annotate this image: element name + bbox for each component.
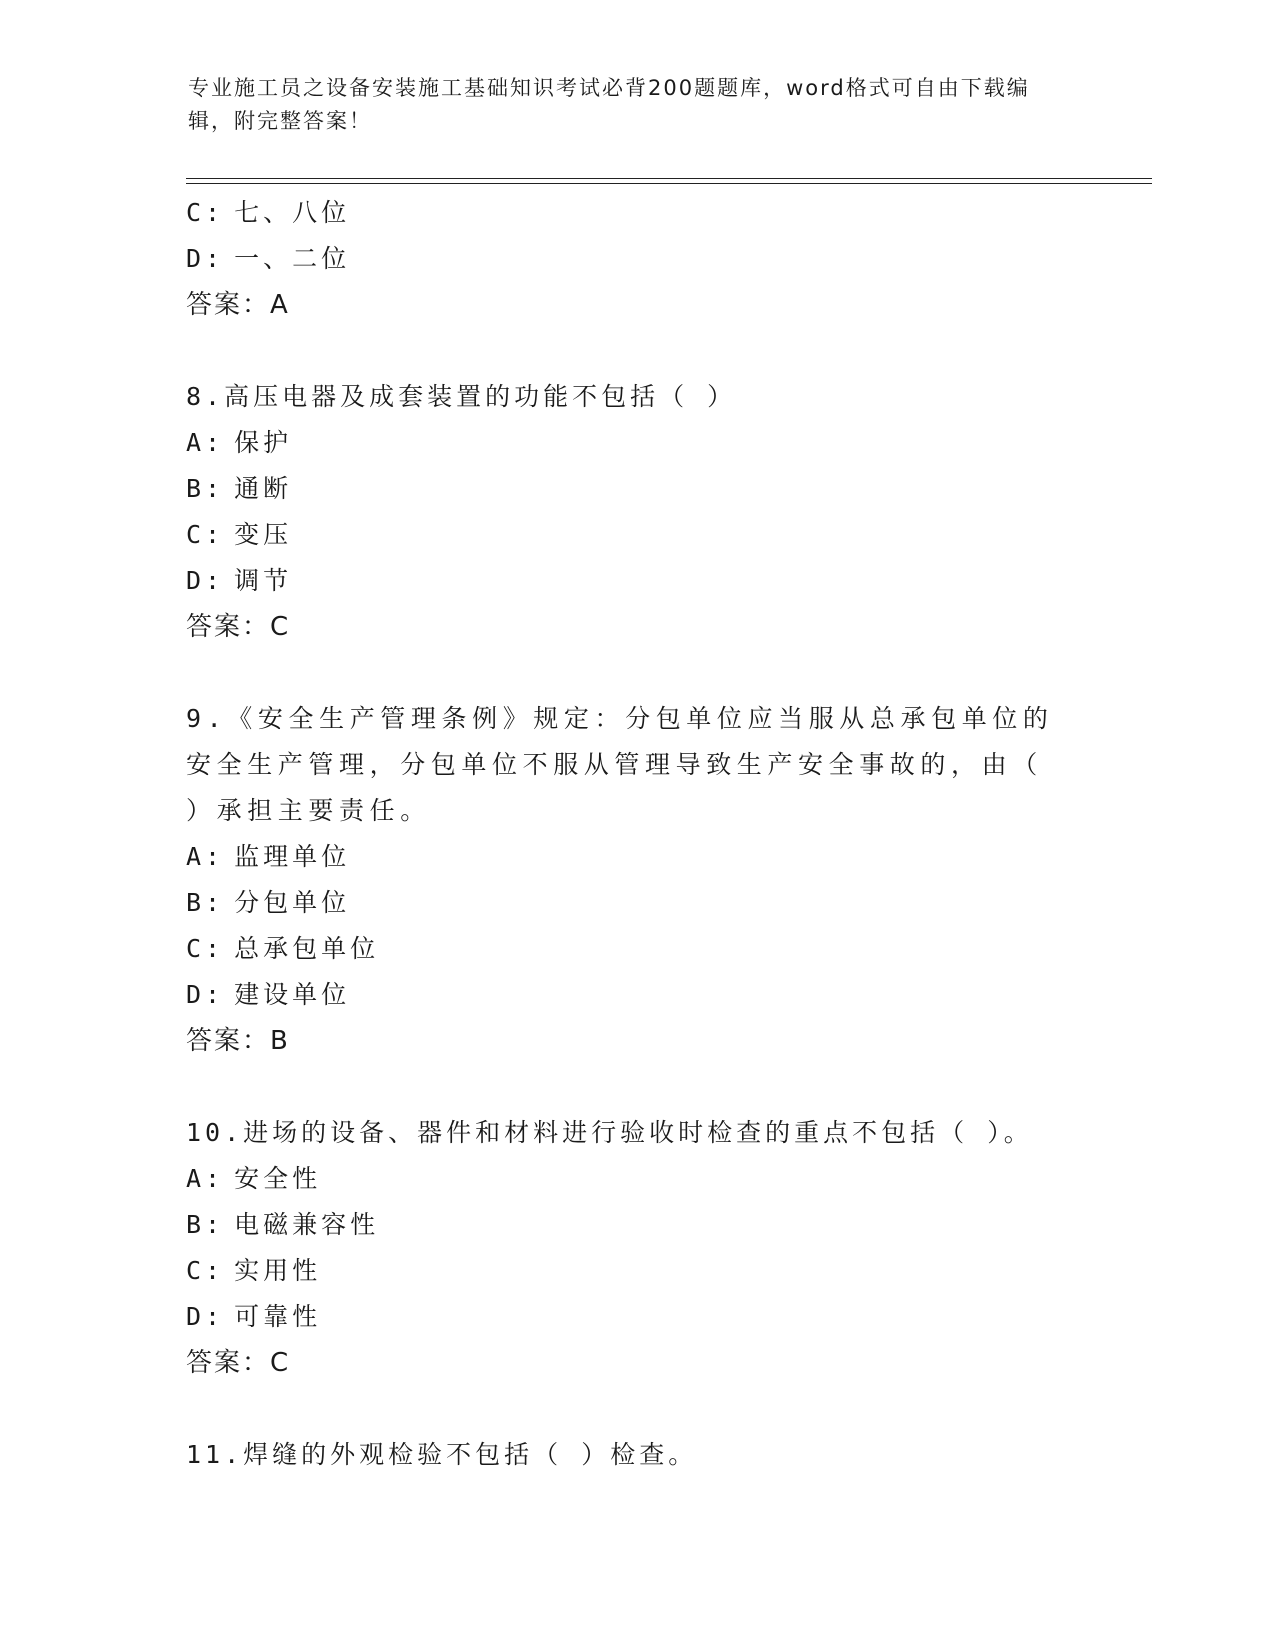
option-d: D: 调节 bbox=[186, 566, 293, 595]
question-8 bbox=[186, 374, 1086, 650]
question-stem: 8.高压电器及成套装置的功能不包括（ ） bbox=[186, 382, 737, 411]
option-b: B: 通断 bbox=[186, 474, 293, 503]
header-rule-bottom bbox=[186, 183, 1152, 184]
question-11 bbox=[186, 1432, 1086, 1478]
option-d: D: 可靠性 bbox=[186, 1302, 322, 1331]
header-rule-top bbox=[186, 178, 1152, 179]
option-a: A: 安全性 bbox=[186, 1164, 322, 1193]
answer-line: 答案：C bbox=[186, 1348, 291, 1378]
option-d: D: 建设单位 bbox=[186, 980, 351, 1009]
document-header: 专业施工员之设备安装施工基础知识考试必背200题题库，word格式可自由下载编辑，附完整答案！ bbox=[188, 76, 1030, 133]
option-a: A: 监理单位 bbox=[186, 842, 351, 871]
question-7-continuation bbox=[186, 190, 1086, 328]
option-d: D: 一、二位 bbox=[186, 244, 351, 273]
answer-line: 答案：A bbox=[186, 290, 290, 320]
option-b: B: 分包单位 bbox=[186, 888, 351, 917]
question-10 bbox=[186, 1110, 1086, 1386]
option-c: C: 变压 bbox=[186, 520, 293, 549]
question-stem: 10.进场的设备、器件和材料进行验收时检查的重点不包括（ ）。 bbox=[186, 1118, 1033, 1147]
option-b: B: 电磁兼容性 bbox=[186, 1210, 380, 1239]
answer-line: 答案：B bbox=[186, 1026, 290, 1056]
answer-line: 答案：C bbox=[186, 612, 291, 642]
question-list bbox=[186, 190, 1086, 1478]
option-c: C: 总承包单位 bbox=[186, 934, 380, 963]
option-c: C: 七、八位 bbox=[186, 198, 351, 227]
option-c: C: 实用性 bbox=[186, 1256, 322, 1285]
question-stem: 9.《安全生产管理条例》规定：分包单位应当服从总承包单位的安全生产管理，分包单位不服从管理导致生产安全事故的，由（ ）承担主要责任。 bbox=[186, 704, 1054, 825]
question-9 bbox=[186, 696, 1086, 1064]
option-a: A: 保护 bbox=[186, 428, 293, 457]
question-stem: 11.焊缝的外观检验不包括（ ）检查。 bbox=[186, 1440, 698, 1469]
